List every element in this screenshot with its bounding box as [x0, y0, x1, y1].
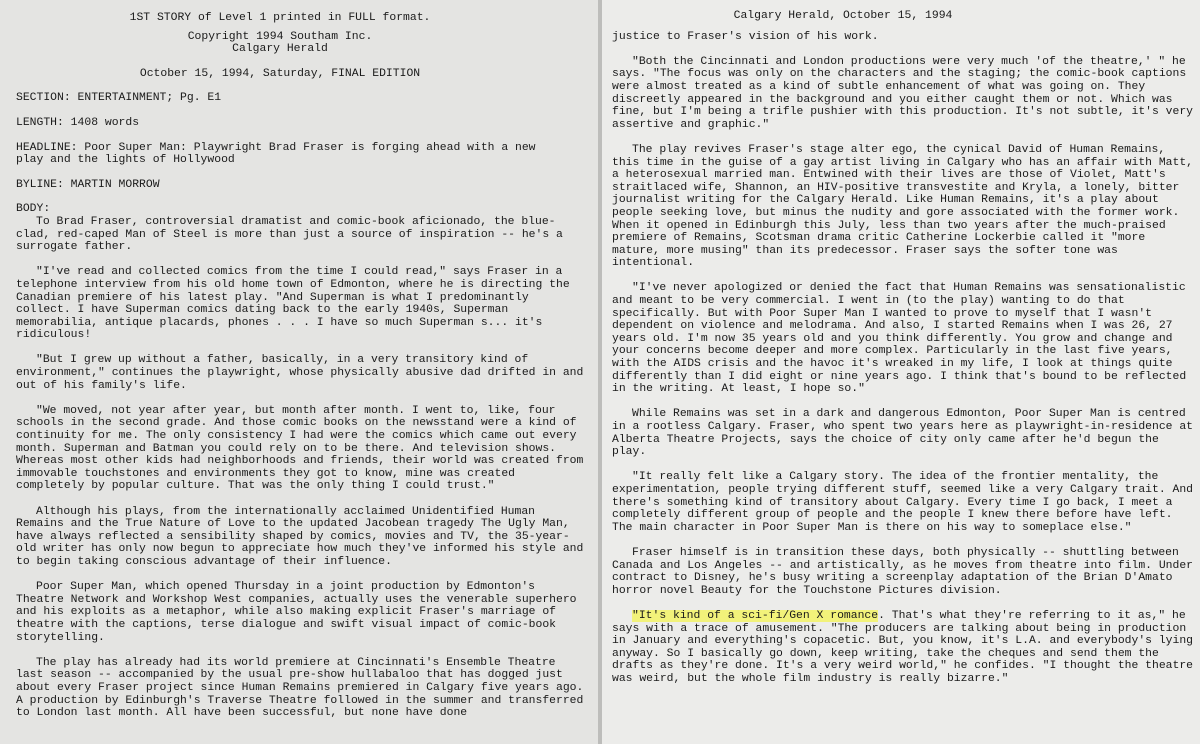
paragraph: "I've never apologized or denied the fact that Human Remains was sensationalistic and meant to be very commercial. I went in (to the play) wanting to do that specifically. But with Poor Super Man I wanted to prove to myself that I wasn't dependent on violence and melodrama. And also, I started Remains when I was 26, 27 years old. I'm now 35 years old and you think differently. You grow and change and your concerns become deeper and more complex. Particularly in the last five years, with the AIDS crisis and the havoc it's wreaked in my life, I look at things quite differently than I did eight or nine years ago. I think that's bound to be reflected in the writing. At least, I hope so."	[612, 282, 1187, 396]
paragraph: "Both the Cincinnati and London productions were very much 'of the theatre,' " he says. "The focus was only on the characters and the staging; the comic-book captions were almost treated as a kind of subtle enhancement of what was going on. They discreetly appeared in the background and you either caught them or not. Which was fine, but I'm being a trifle pushier with this production. It's not subtle, it's very assertive and graphic."	[612, 55, 1194, 131]
lead-line: justice to Fraser's vision of his work.	[612, 30, 879, 43]
highlighted-quote: "It's kind of a sci-fi/Gen X romance	[632, 609, 879, 622]
final-paragraph	[612, 610, 1194, 686]
running-header: Calgary Herald, October 15, 1994	[733, 10, 953, 22]
top-line: 1ST STORY of Level 1 printed in FULL format.	[129, 12, 431, 24]
paragraph: "I've read and collected comics from the time I could read," says Fraser in a telephone interview from his old home town of Edmonton, where he is directing the Canadian premiere of his latest play. "And Superman is what I predominantly collect. I have Superman comics dating back to the early 1940s, Superman memorabilia, antique placards, phones . . . I have so much Superman s... it's ridiculous!	[16, 266, 570, 342]
paragraph: The play has already had its world premiere at Cincinnati's Ensemble Theatre last season -- accompanied by the usual pre-show hullabaloo that has dogged just about every Fraser project since Human Remains premiered in Calgary five years ago. A production by Edinburgh's Traverse Theatre followed in the summer and transferred to London last month. All have been successful, but none have done	[16, 656, 584, 720]
right-page	[602, 0, 1200, 744]
copyright-line: Copyright 1994 Southam Inc.	[187, 30, 373, 43]
paragraph: Although his plays, from the internationally acclaimed Unidentified Human Remains and the True Nature of Love to the updated Jacobean tragedy The Ugly Man, have always reflected a sensibility shaped by comics, movies and TV, the 35-year-old writer has only now begun to appreciate how much they've informed his style and to begin taking conscious advantage of their influence.	[16, 505, 584, 568]
headline-line-2: play and the lights of Hollywood	[16, 154, 235, 167]
paragraph: "It really felt like a Calgary story. The idea of the frontier mentality, the experimentation, people trying different stuff, seemed like a very Calgary trait. And there's something kind of transitory about Calgary. Every time I go back, I meet a completely different group of people and the people I knew there before have left. The main character in Poor Super Man is there on his way to someplace else."	[612, 471, 1194, 534]
length-line: LENGTH: 1408 words	[16, 116, 140, 129]
edition-line: October 15, 1994, Saturday, FINAL EDITION	[139, 67, 421, 80]
section-line: SECTION: ENTERTAINMENT; Pg. E1	[16, 92, 222, 105]
headline-line-1: HEADLINE: Poor Super Man: Playwright Brad Fraser is forging ahead with a new	[16, 141, 536, 154]
paragraph: To Brad Fraser, controversial dramatist and comic-book aficionado, the blue-clad, red-caped Man of Steel is more than just a source of inspiration -- he's a surrogate father.	[16, 215, 563, 254]
paragraph: Fraser himself is in transition these days, both physically -- shuttling between Canada and Los Angeles -- and artistically, as he moves from theatre into film. Under contract to Disney, he's busy writing a screenplay adaptation of the Brian D'Amato horror novel Beauty for the Touchstone Pictures division.	[612, 546, 1194, 597]
left-page	[0, 0, 598, 744]
body-label: BODY:	[16, 203, 51, 216]
left-article-body	[16, 216, 584, 720]
byline: BYLINE: MARTIN MORROW	[16, 178, 160, 191]
paragraph: "We moved, not year after year, but month after month. I went to, like, four schools in the second grade. And those comic books on the newsstand were a kind of continuity for me. The only consistency I had were the comics which came out every month. Superman and Batman you could rely on to be there. And television shows. Whereas most other kids had neighborhoods and friends, their world was created from immovable touchstones and environments they got to know, mine was created completely by popular culture. That was the only thing I could trust."	[16, 404, 584, 493]
paragraph: Poor Super Man, which opened Thursday in a joint production by Edmonton's Theatre Network and Workshop West companies, actually uses the venerable superhero and his exploits as a metaphor, while also making explicit Fraser's marriage of theatre with the captions, terse dialogue and swift visual impact of comic-book storytelling.	[16, 581, 577, 644]
paragraph: The play revives Fraser's stage alter ego, the cynical David of Human Remains, this time in the guise of a gay artist living in Calgary who has an affair with Matt, a heterosexual married man. Entwined with their lives are those of Violet, Matt's straitlaced wife, Shannon, an HIV-positive transvestite and Kryla, a lonely, bitter journalist writing for the Calgary Herald. Like Human Remains, it's a play about people seeking love, but minus the nudity and gore associated with the former work. When it opened in Edinburgh this July, less than two years after the much-praised premiere of Remains, Scotsman drama critic Catherine Lockerbie called it "more mature, more musing" than its predecessor. Fraser says the softer tone was intentional.	[612, 143, 1194, 270]
final-paragraph-rest: . That's what they're referring to it as," he says with a trace of amusement. "The producers are talking about being in production in January and everything's copacetic. But, you know, it's L.A. and everybody's lying anyway. So I basically go down, keep writing, take the cheques and send them the drafts as they're done. It's a very weird world," he confides. "I thought the theatre was weird, but the whole film industry is really bizarre."	[612, 609, 1194, 685]
paragraph: "But I grew up without a father, basically, in a very transitory kind of environment," continues the playwright, whose physically abusive dad drifted in and out of his family's life.	[16, 354, 584, 392]
paragraph: While Remains was set in a dark and dangerous Edmonton, Poor Super Man is centred in a rootless Calgary. Fraser, who spent two years here as playwright-in-residence at Alberta Theatre Projects, says the choice of city only came after he'd begun the play.	[612, 408, 1194, 459]
publication-name: Calgary Herald	[232, 43, 328, 56]
